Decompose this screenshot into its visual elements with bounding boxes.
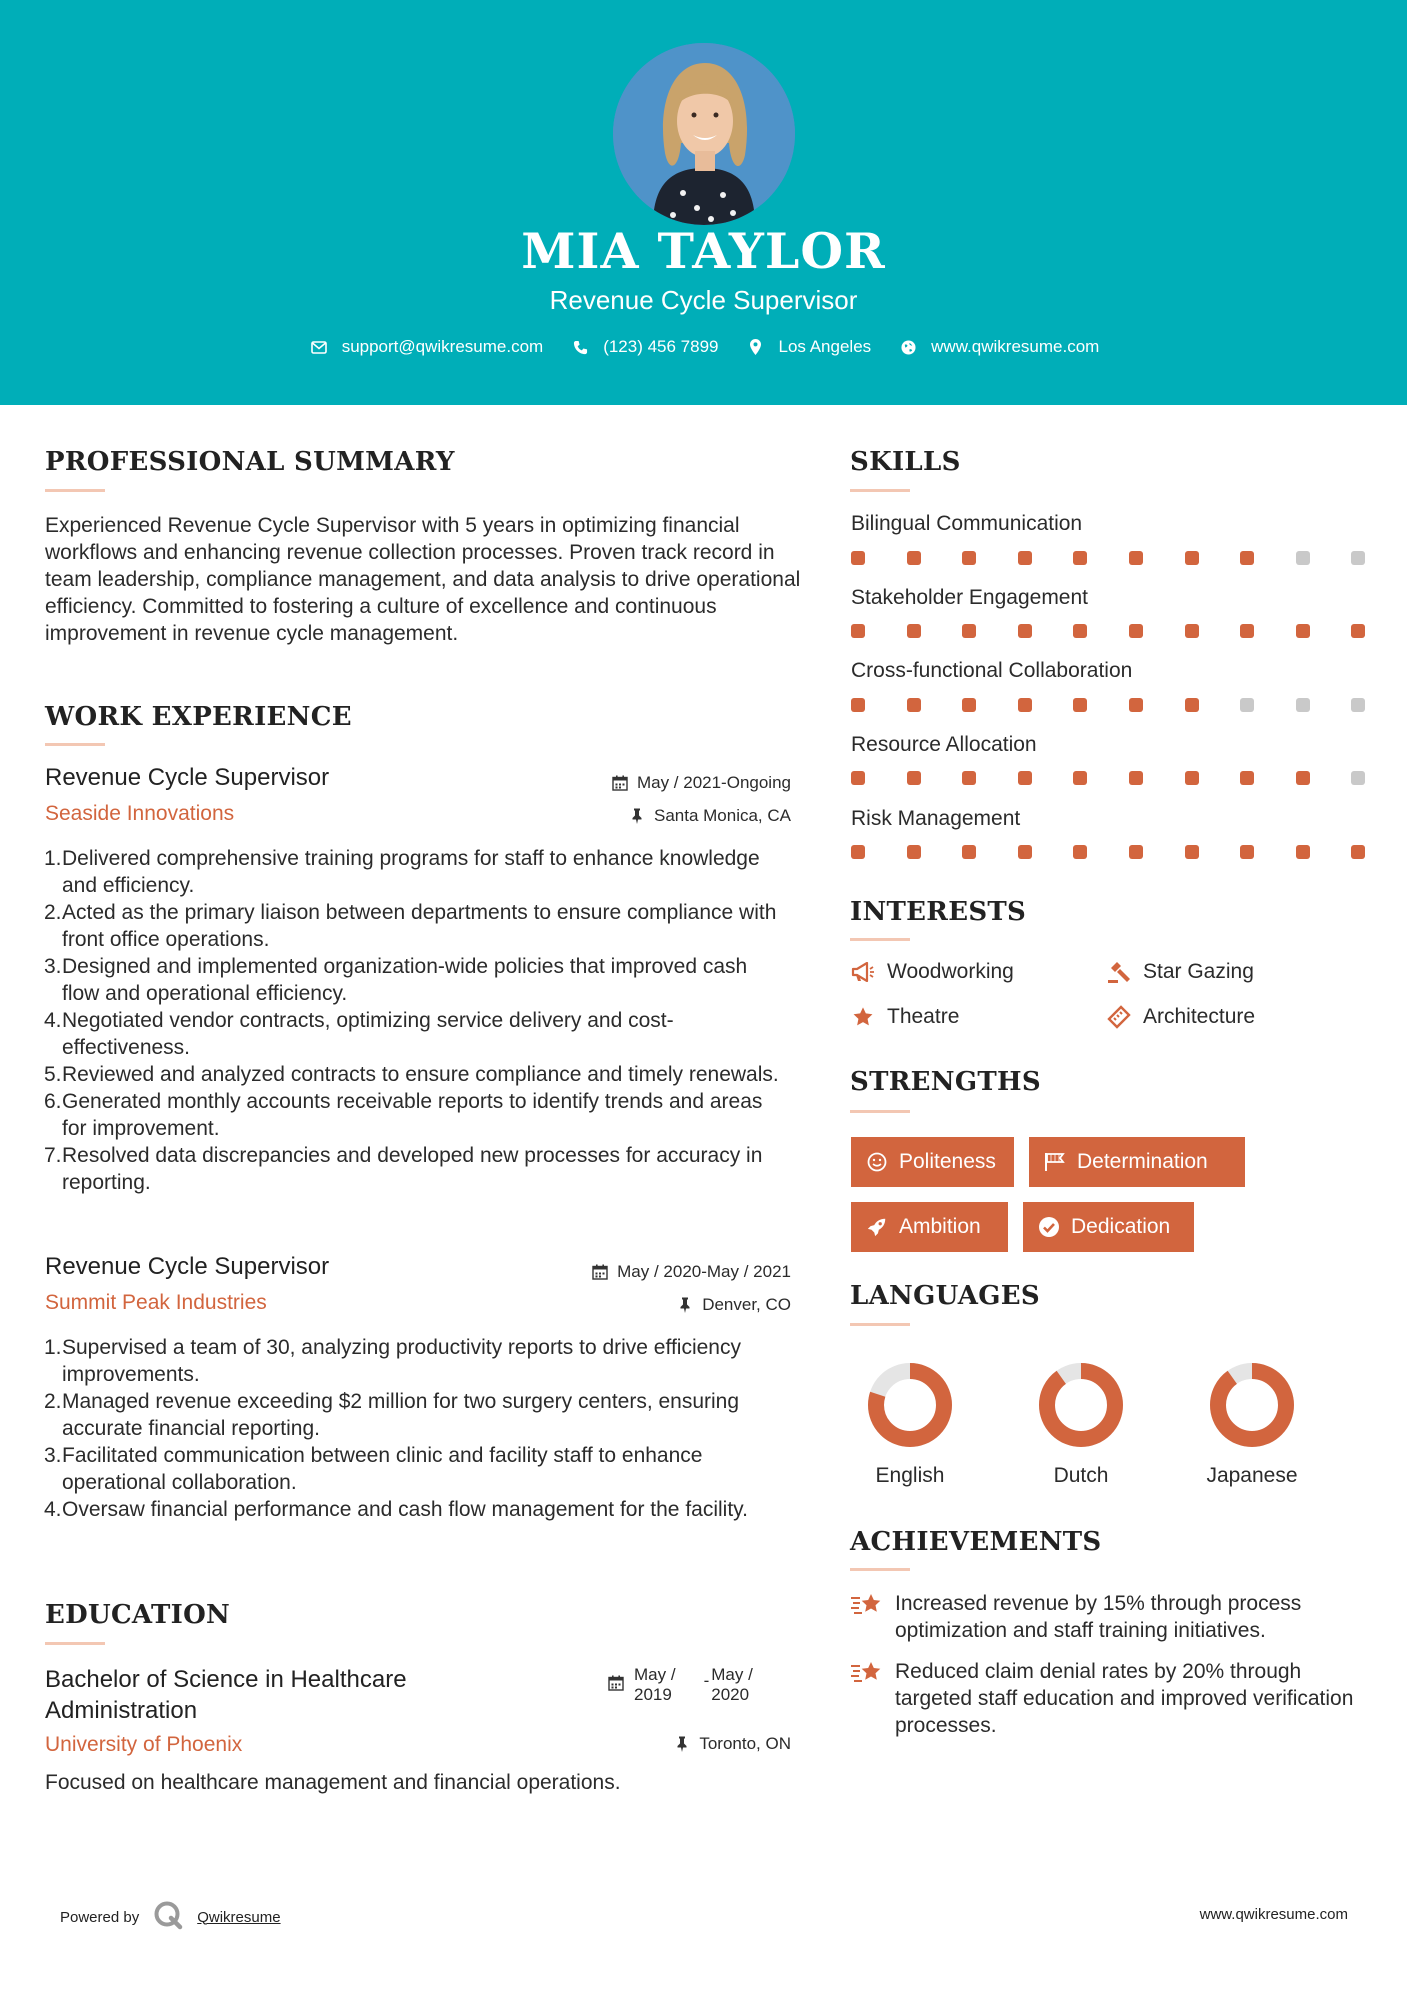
skill-dot — [1129, 698, 1143, 712]
job-bullets — [44, 845, 784, 1196]
skill-rating — [851, 771, 1407, 785]
shooting-star-icon — [850, 1590, 884, 1620]
skill-dot — [1296, 698, 1310, 712]
job-location-text: Denver, CO — [702, 1295, 791, 1314]
degree-line-2: Administration — [45, 1697, 198, 1724]
interest-item — [1107, 1005, 1255, 1029]
pushpin-icon — [673, 1735, 691, 1753]
skill-dot — [1240, 698, 1254, 712]
list-item: 3. Designed and implemented organization-wide policies that improved cash flow and operational efficiency. — [44, 955, 748, 1005]
strengths-heading: STRENGTHS — [850, 1067, 1041, 1097]
map-pin-icon — [745, 336, 767, 358]
job-title: Revenue Cycle Supervisor — [45, 764, 330, 791]
interests-heading: INTERESTS — [850, 897, 1027, 927]
skill-dot — [1240, 624, 1254, 638]
skill-dot — [1351, 624, 1365, 638]
contact-phone[interactable] — [569, 336, 718, 358]
skill-dot — [1129, 551, 1143, 565]
qwikresume-link[interactable]: Qwikresume — [197, 1908, 281, 1926]
skill-dot — [1185, 551, 1199, 565]
pushpin-icon — [628, 807, 646, 825]
skill-name: Resource Allocation — [851, 733, 1037, 756]
list-item: 6. Generated monthly accounts receivable reports to identify trends and areas for improvement. — [44, 1090, 763, 1140]
language-donut — [865, 1360, 955, 1450]
degree-line-1: Bachelor of Science in Healthcare — [45, 1666, 407, 1693]
job-date-text: May / 2020-May / 2021 — [617, 1262, 791, 1281]
envelope-icon — [308, 336, 330, 358]
experience-rule — [45, 743, 105, 746]
interest-label: Woodworking — [887, 960, 1014, 983]
skill-dot — [1073, 624, 1087, 638]
contact-phone-text: (123) 456 7899 — [603, 337, 719, 356]
strength-label: Ambition — [899, 1215, 981, 1238]
job-title: Revenue Cycle Supervisor — [45, 1253, 330, 1280]
interest-item — [851, 960, 1014, 984]
language-name: English — [875, 1464, 945, 1487]
skill-dot — [962, 771, 976, 785]
skill-dot — [1018, 845, 1032, 859]
skill-name: Risk Management — [851, 807, 1021, 830]
check-circle-icon — [1037, 1215, 1061, 1239]
education-location-text: Toronto, ON — [699, 1734, 791, 1753]
strength-label: Dedication — [1071, 1215, 1171, 1238]
interest-item — [851, 1005, 959, 1029]
skill-dot — [851, 698, 865, 712]
skill-dot — [1073, 698, 1087, 712]
achievement-item — [850, 1590, 1370, 1644]
skill-dot — [1296, 771, 1310, 785]
skill-dot — [851, 551, 865, 565]
contact-location — [745, 336, 872, 358]
language-name: Dutch — [1053, 1464, 1109, 1487]
candidate-name: MIA TAYLOR — [521, 222, 886, 280]
list-item: 2. Managed revenue exceeding $2 million for two surgery centers, ensuring accurate financial reporting. — [44, 1390, 740, 1440]
education-start: May / 2019 — [634, 1665, 676, 1704]
smile-icon — [865, 1150, 889, 1174]
calendar-icon — [591, 1263, 609, 1281]
candidate-role: Revenue Cycle Supervisor — [549, 285, 858, 315]
company-name: Summit Peak Industries — [45, 1291, 267, 1314]
strengths-rule — [850, 1110, 910, 1113]
job-date — [560, 773, 791, 793]
contact-website-text: www.qwikresume.com — [931, 337, 1100, 356]
flag-icon — [1043, 1150, 1067, 1174]
skill-dot — [962, 624, 976, 638]
interest-label: Star Gazing — [1143, 960, 1254, 983]
strength-label: Politeness — [899, 1150, 996, 1173]
skill-dot — [907, 551, 921, 565]
strength-badge — [1029, 1137, 1245, 1187]
skill-dot — [1351, 551, 1365, 565]
skill-dot — [1073, 551, 1087, 565]
contact-email[interactable] — [308, 336, 544, 358]
school-name: University of Phoenix — [45, 1733, 243, 1756]
skill-dot — [851, 845, 865, 859]
skill-name: Cross-functional Collaboration — [851, 659, 1133, 682]
skill-rating — [851, 845, 1407, 859]
skill-dot — [1240, 771, 1254, 785]
calendar-icon — [608, 1675, 626, 1693]
drafting-icon — [1107, 1005, 1131, 1029]
list-item: 1. Supervised a team of 30, analyzing productivity reports to drive efficiency improvements. — [44, 1336, 741, 1386]
skill-dot — [907, 698, 921, 712]
contact-location-text: Los Angeles — [778, 337, 872, 356]
language-donut-fill — [1047, 1371, 1115, 1439]
skill-rating — [851, 551, 1407, 565]
list-item: 7. Resolved data discrepancies and developed new processes for accuracy in reporting. — [44, 1144, 763, 1194]
education-rule — [45, 1642, 105, 1645]
list-item: 4. Negotiated vendor contracts, optimizing service delivery and cost-effectiveness. — [44, 1009, 674, 1059]
list-item: 4. Oversaw financial performance and cash flow management for the facility. — [44, 1498, 748, 1521]
skill-dot — [1185, 624, 1199, 638]
skill-dot — [1129, 845, 1143, 859]
skill-dot — [1018, 698, 1032, 712]
strength-badge — [1023, 1202, 1194, 1252]
education-end: May / 2020 — [711, 1665, 753, 1704]
skill-dot — [1296, 624, 1310, 638]
resume-header — [0, 0, 1407, 405]
language-name: Japanese — [1206, 1464, 1298, 1487]
degree-title — [45, 1664, 407, 1726]
strength-label: Determination — [1077, 1150, 1208, 1173]
skill-dot — [907, 624, 921, 638]
gavel-icon — [1107, 960, 1131, 984]
languages-heading: LANGUAGES — [850, 1281, 1040, 1311]
skill-name: Bilingual Communication — [851, 512, 1083, 535]
summary-text: Experienced Revenue Cycle Supervisor with 5 years in optimizing financial workflows and enhancing revenue collection processes. Proven track record in team leadership, compliance management, and data analysis to drive operational efficiency. Committed to fostering a culture of excellence and continuous improvement in revenue cycle management. — [45, 514, 801, 645]
interest-item — [1107, 960, 1254, 984]
skill-dot — [1351, 845, 1365, 859]
footer-website[interactable]: www.qwikresume.com — [1199, 1906, 1348, 1923]
achievements-rule — [850, 1568, 910, 1571]
skills-heading: SKILLS — [850, 447, 961, 477]
powered-by-label: Powered by — [60, 1908, 140, 1926]
star-icon — [851, 1005, 875, 1029]
contact-website[interactable] — [897, 336, 1099, 358]
strength-badge — [851, 1137, 1014, 1187]
skill-dot — [962, 698, 976, 712]
skill-dot — [962, 551, 976, 565]
skill-dot — [1351, 698, 1365, 712]
interest-label: Theatre — [887, 1005, 960, 1028]
qwikresume-logo-icon — [153, 1900, 183, 1934]
job-bullets — [44, 1334, 784, 1523]
skill-dot — [851, 771, 865, 785]
language-item — [1177, 1360, 1327, 1488]
skill-dot — [1351, 771, 1365, 785]
summary-rule — [45, 489, 105, 492]
skill-dot — [1185, 845, 1199, 859]
rocket-icon — [865, 1215, 889, 1239]
skill-dot — [1185, 698, 1199, 712]
education-date — [608, 1665, 753, 1705]
skills-rule — [850, 489, 910, 492]
interest-label: Architecture — [1143, 1005, 1256, 1028]
skill-dot — [1129, 771, 1143, 785]
skill-dot — [1073, 771, 1087, 785]
contact-email-text: support@qwikresume.com — [341, 337, 544, 356]
language-item — [1006, 1360, 1156, 1488]
education-location — [560, 1734, 791, 1754]
globe-icon — [897, 336, 919, 358]
interests-rule — [850, 938, 910, 941]
achievement-text: Increased revenue by 15% through process optimization and staff training initiatives. — [895, 1592, 1302, 1642]
calendar-icon — [611, 774, 629, 792]
skill-dot — [1185, 771, 1199, 785]
pushpin-icon — [676, 1296, 694, 1314]
skill-dot — [1018, 771, 1032, 785]
education-date-separator: - — [703, 1671, 710, 1690]
skill-rating — [851, 698, 1407, 712]
footer-powered-by — [60, 1900, 281, 1934]
skill-dot — [1296, 845, 1310, 859]
job-date — [540, 1262, 791, 1282]
skill-dot — [1296, 551, 1310, 565]
skill-dot — [962, 845, 976, 859]
language-donut — [1036, 1360, 1126, 1450]
skill-dot — [1073, 845, 1087, 859]
achievements-heading: ACHIEVEMENTS — [850, 1527, 1102, 1557]
skill-dot — [1240, 551, 1254, 565]
profile-photo — [613, 43, 795, 225]
list-item: 3. Facilitated communication between clinic and facility staff to enhance operational collaboration. — [44, 1444, 703, 1494]
skill-dot — [907, 771, 921, 785]
skill-dot — [1129, 624, 1143, 638]
phone-icon — [569, 336, 591, 358]
skill-rating — [851, 624, 1407, 638]
language-donut-fill — [1218, 1371, 1286, 1439]
languages-rule — [850, 1323, 910, 1326]
skill-name: Stakeholder Engagement — [851, 586, 1088, 609]
job-location — [560, 1295, 791, 1315]
education-description: Focused on healthcare management and financial operations. — [45, 1771, 621, 1794]
job-location-text: Santa Monica, CA — [653, 806, 791, 825]
contact-bar — [0, 336, 1407, 358]
skill-dot — [1018, 551, 1032, 565]
list-item: 2. Acted as the primary liaison between departments to ensure compliance with front office operations. — [44, 901, 777, 951]
skill-dot — [1240, 845, 1254, 859]
language-donut — [1207, 1360, 1297, 1450]
job-location — [560, 806, 791, 826]
list-item: 5. Reviewed and analyzed contracts to ensure compliance and timely renewals. — [44, 1063, 779, 1086]
experience-heading: WORK EXPERIENCE — [45, 702, 352, 732]
summary-heading: PROFESSIONAL SUMMARY — [45, 447, 455, 477]
job-date-text: May / 2021-Ongoing — [636, 773, 791, 792]
achievement-item — [850, 1658, 1370, 1739]
education-heading: EDUCATION — [45, 1600, 231, 1630]
list-item: 1. Delivered comprehensive training programs for staff to enhance knowledge and efficiency. — [44, 847, 760, 897]
company-name: Seaside Innovations — [45, 802, 235, 825]
achievement-text: Reduced claim denial rates by 20% through targeted staff education and improved verification processes. — [895, 1660, 1354, 1737]
megaphone-icon — [851, 960, 875, 984]
strength-badge — [851, 1202, 1008, 1252]
skill-dot — [851, 624, 865, 638]
skill-dot — [1018, 624, 1032, 638]
shooting-star-icon — [850, 1658, 884, 1688]
skill-dot — [907, 845, 921, 859]
language-item — [835, 1360, 985, 1488]
